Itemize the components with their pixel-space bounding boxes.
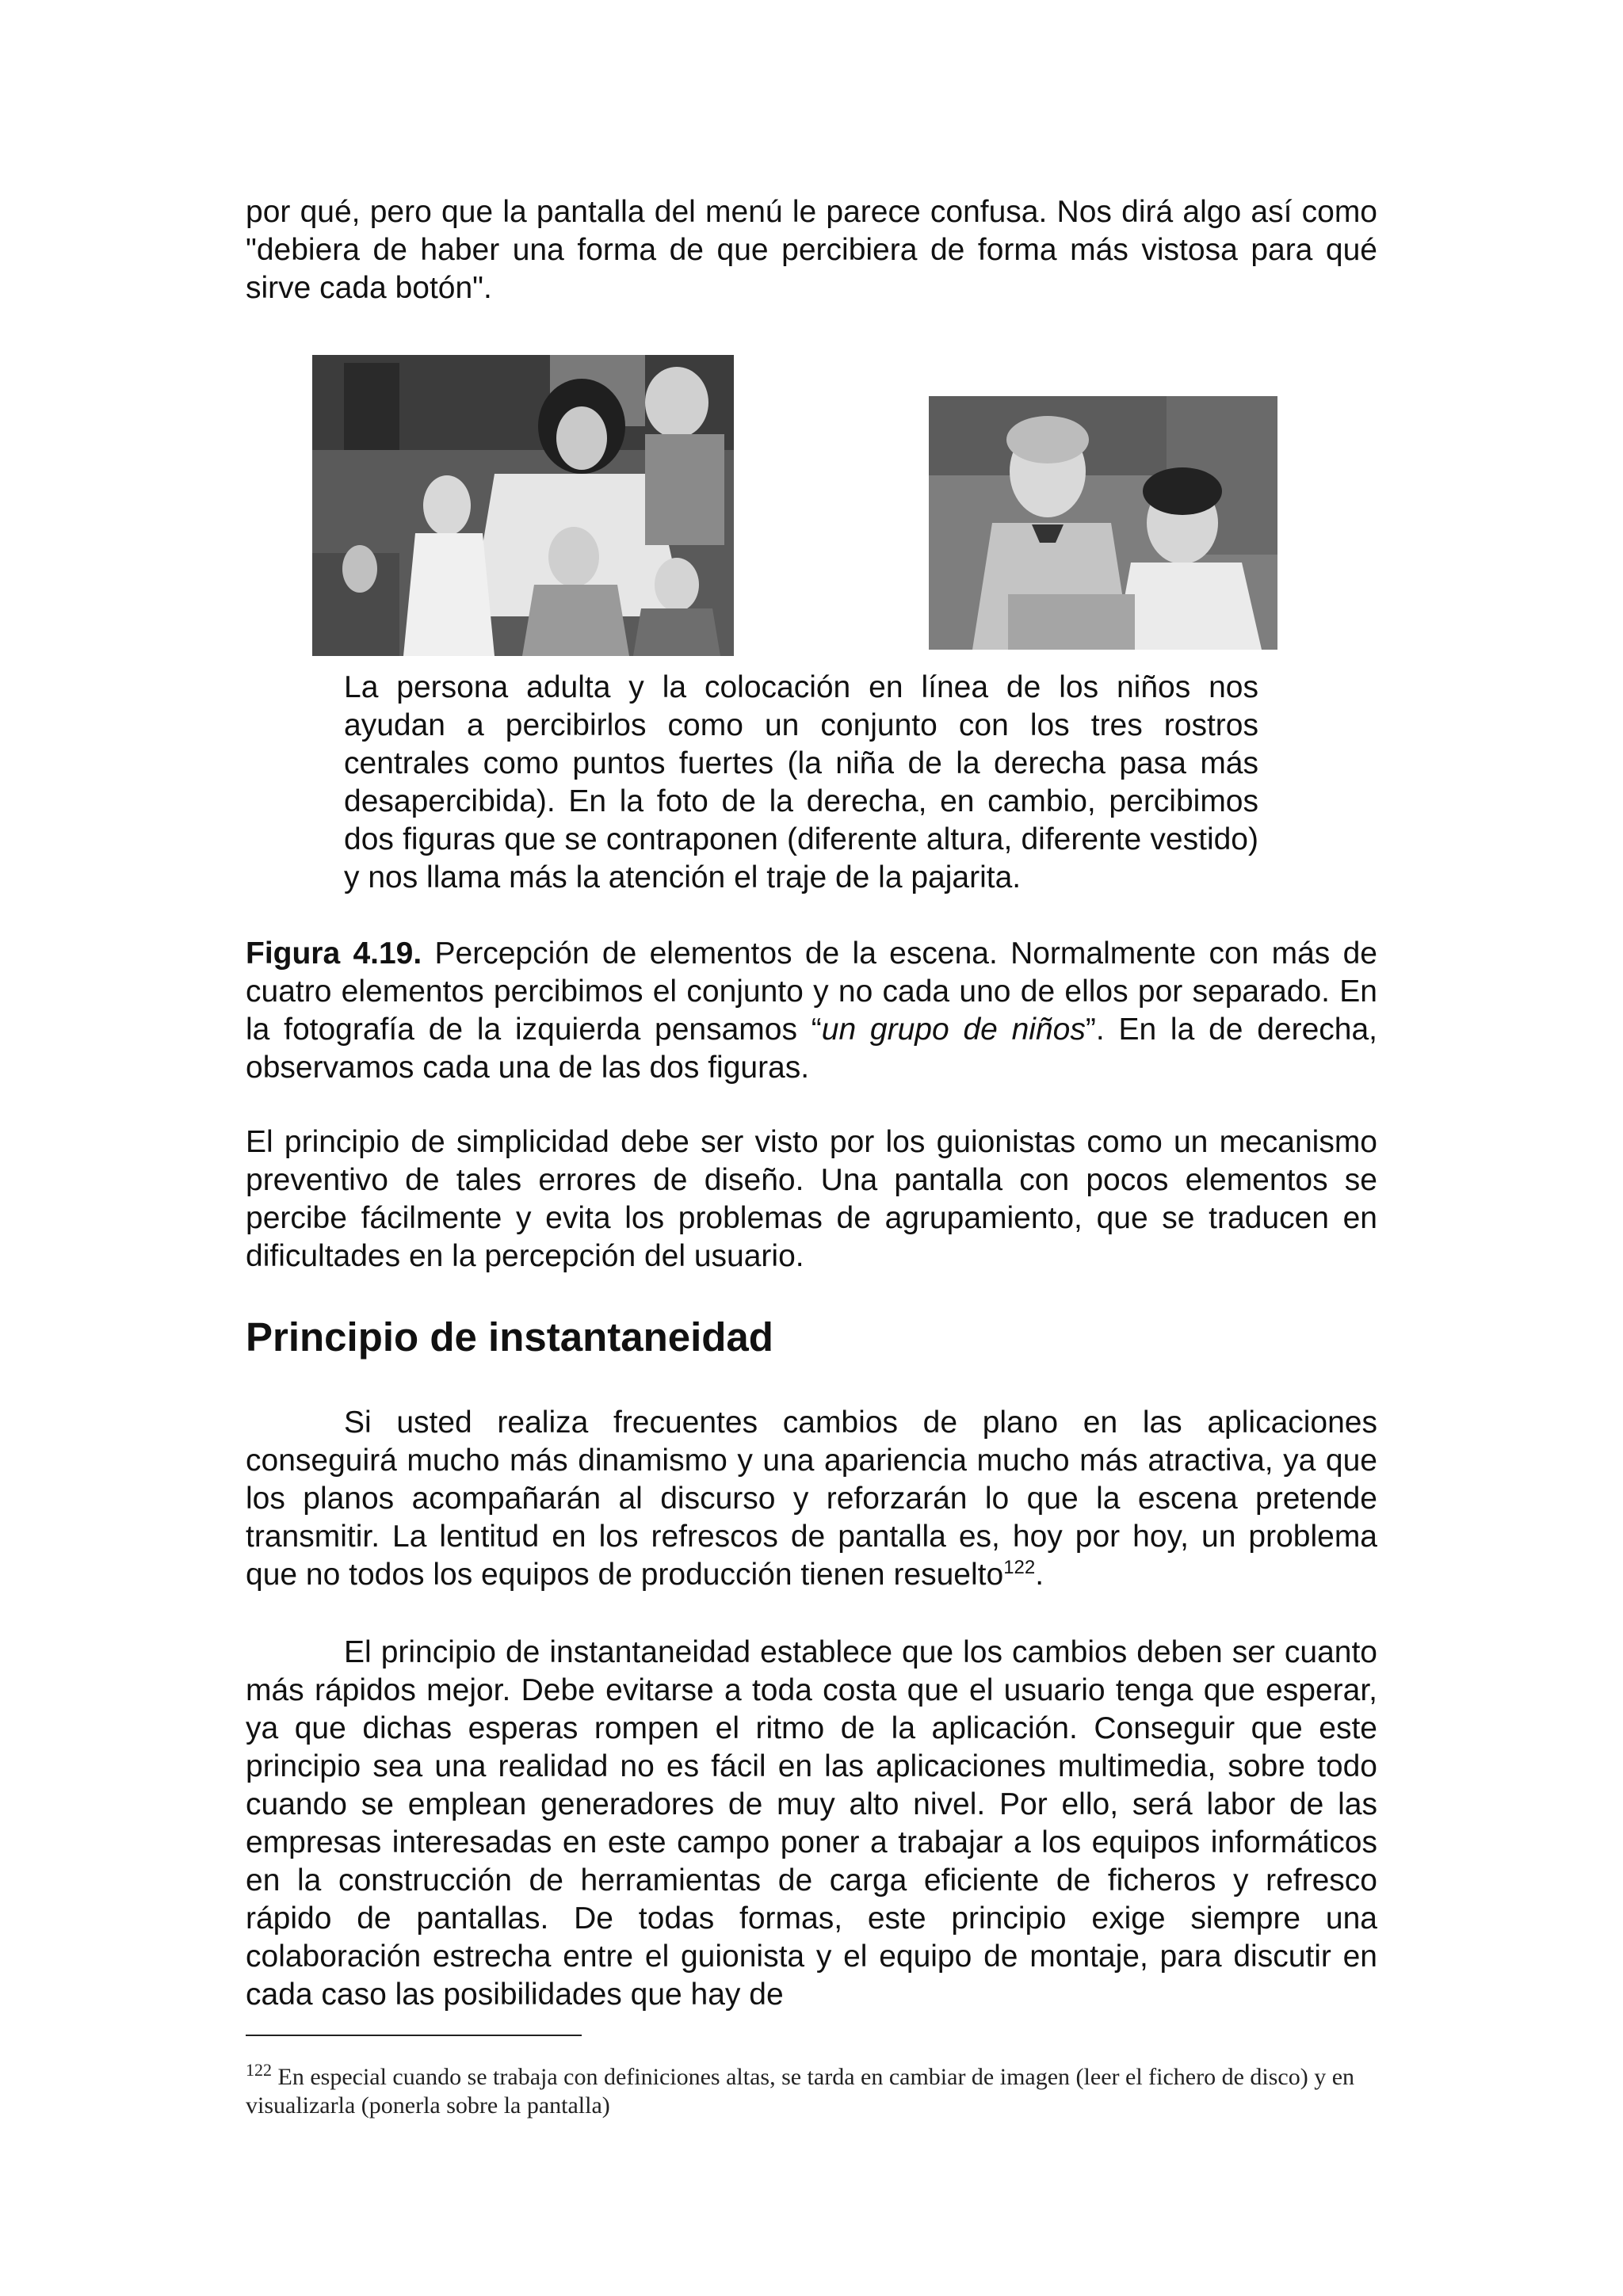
- footnote-number: 122: [246, 2060, 272, 2080]
- group-of-children-photo: [312, 355, 734, 656]
- instantaneity-paragraph-1: [246, 1404, 1377, 1594]
- figure-caption-italic: un grupo de niños: [821, 1013, 1086, 1047]
- two-children-image: [929, 396, 1277, 650]
- footnote-text: En especial cuando se trabaja con definiciones altas, se tarda en cambiar de imagen (leer el fichero de disco) y en visualizarla (ponerla sobre la pantalla): [246, 2064, 1355, 2119]
- footnote: [246, 2060, 1355, 2120]
- paragraph-1-end: .: [1035, 1558, 1044, 1592]
- instantaneity-paragraph-2: El principio de instantaneidad establece que los cambios deben ser cuanto más rápidos mejor. Debe evitarse a toda costa que el usuario tenga que esperar, ya que dichas esperas rompen el ritmo de la aplicación. Conseguir que este principio sea una realidad no es fácil en las aplicaciones multimedia, sobre todo cuando se emplean generadores de muy alto nivel. Por ello, será labor de las empresas interesadas en este campo poner a trabajar a los equipos informáticos en la construcción de herramientas de carga eficiente de ficheros y refresco rápido de pantallas. De todas formas, este principio exige siempre una colaboración estrecha entre el guionista y el equipo de montaje, para discutir en cada caso las posibilidades que hay de: [246, 1635, 1377, 2012]
- paragraph-1-text: Si usted realiza frecuentes cambios de plano en las aplicaciones conseguirá mucho más dinamismo y una apariencia mucho más atractiva, ya que los planos acompañarán al discurso y reforzarán lo que la escena pretende transmitir. La lentitud en los refrescos de pantalla es, hoy por hoy, un problema que no todos los equipos de producción tienen resuelto: [246, 1405, 1377, 1592]
- footnote-reference[interactable]: 122: [1003, 1557, 1036, 1578]
- photo-description: La persona adulta y la colocación en línea de los niños nos ayudan a percibirlos como un conjunto con los tres rostros centrales como puntos fuertes (la niña de la derecha pasa más desapercibida). En la foto de la derecha, en cambio, percibimos dos figuras que se contraponen (diferente altura, diferente vestido) y nos llama más la atención el traje de la pajarita.: [344, 670, 1258, 894]
- two-children-photo: [929, 396, 1277, 650]
- footnote-divider: [246, 2035, 582, 2036]
- figure-caption: [246, 935, 1377, 1087]
- simplicity-paragraph: El principio de simplicidad debe ser visto por los guionistas como un mecanismo preventivo de tales errores de diseño. Una pantalla con pocos elementos se percibe fácilmente y evita los problemas de agrupamiento, que se traducen en dificultades en la percepción del usuario.: [246, 1125, 1377, 1273]
- group-of-children-image: [312, 355, 734, 656]
- figure-caption-text: Percepción de elementos de la escena. Normalmente con más de cuatro elementos percibimos el conjunto y no cada uno de ellos por separado. En la fotografía de la izquierda pensamos “: [246, 936, 1377, 1047]
- figure-caption-text-end: ”. En la de derecha, observamos cada una de las dos figuras.: [246, 1013, 1378, 1085]
- figure-label: Figura 4.19.: [246, 936, 422, 971]
- section-heading: Principio de instantaneidad: [246, 1314, 773, 1360]
- intro-paragraph: por qué, pero que la pantalla del menú le parece confusa. Nos dirá algo así como "debiera de haber una forma de que percibiera de forma más vistosa para qué sirve cada botón".: [246, 195, 1377, 305]
